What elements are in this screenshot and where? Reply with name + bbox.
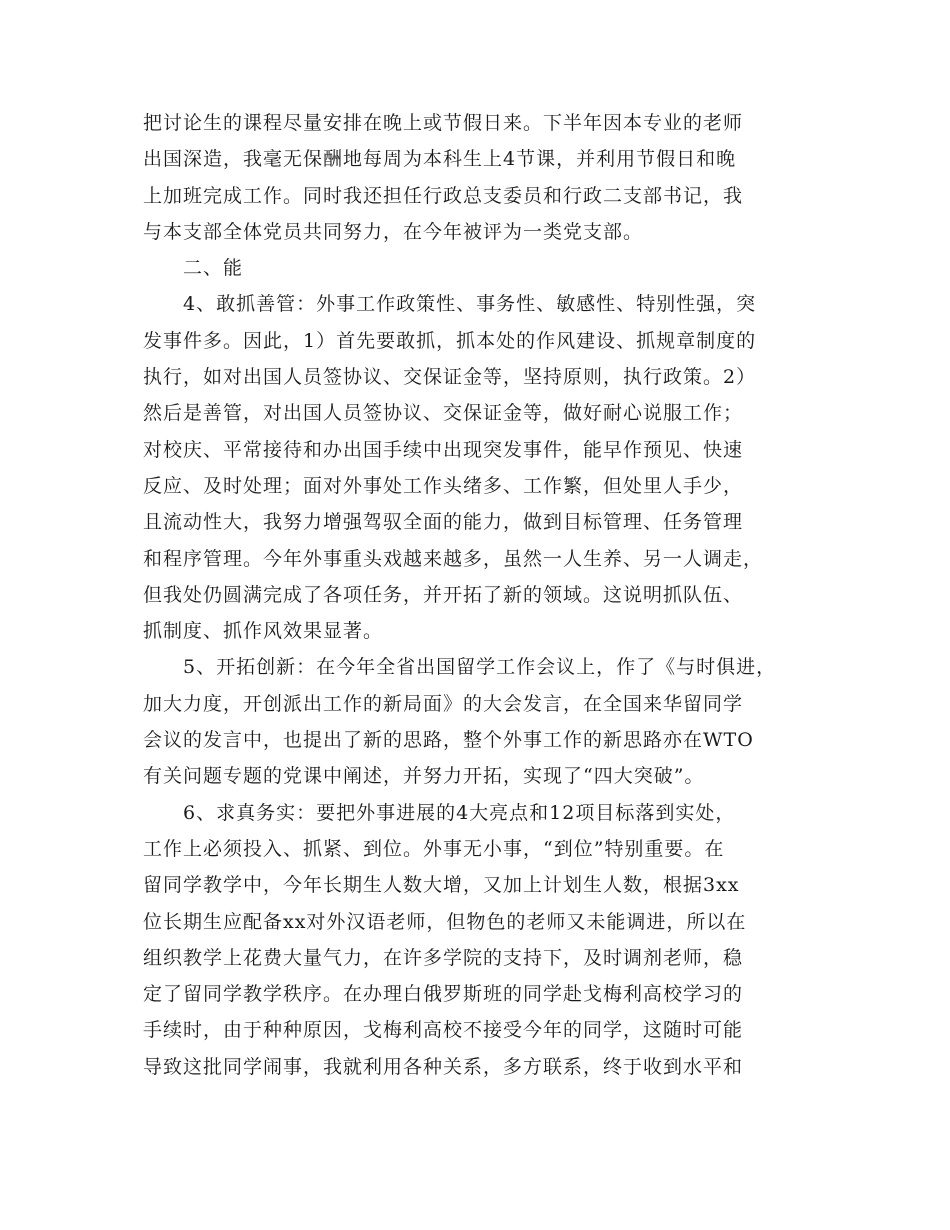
text-line: 手续时，由于种种原因，戈梅利高校不接受今年的同学，这随时可能 bbox=[143, 1019, 744, 1042]
text-line: 执行，如对出国人员签协议、交保证金等，坚持原则，执行政策。2） bbox=[143, 366, 757, 389]
document-body bbox=[143, 105, 843, 1085]
text-line: 组织教学上花费大量气力，在许多学院的支持下，及时调剂老师，稳 bbox=[143, 946, 744, 969]
text-line: 二、能 bbox=[183, 257, 244, 280]
text-line: 4、敢抓善管：外事工作政策性、事务性、敏感性、特别性强，突 bbox=[183, 293, 757, 316]
text-line: 6、求真务实：要把外事进展的4大亮点和12项目标落到实处， bbox=[183, 801, 736, 824]
text-line: 与本支部全体党员共同努力，在今年被评为一类党支部。 bbox=[143, 220, 644, 243]
text-line: 定了留同学教学秩序。在办理白俄罗斯班的同学赴戈梅利高校学习的 bbox=[143, 983, 744, 1006]
text-line: 然后是善管，对出国人员签协议、交保证金等，做好耐心说服工作； bbox=[143, 402, 744, 425]
text-line: 有关问题专题的党课中阐述，并努力开拓，实现了“四大突破”。 bbox=[143, 765, 705, 788]
text-line: 把讨论生的课程尽量安排在晚上或节假日来。下半年因本专业的老师 bbox=[143, 112, 744, 134]
text-line: 会议的发言中，也提出了新的思路，整个外事工作的新思路亦在WTO bbox=[143, 729, 754, 752]
text-line: 工作上必须投入、抓紧、到位。外事无小事，“到位”特别重要。在 bbox=[143, 837, 725, 860]
text-line: 且流动性大，我努力增强驾驭全面的能力，做到目标管理、任务管理 bbox=[143, 511, 744, 534]
text-line: 反应、及时处理；面对外事处工作头绪多、工作繁，但处里人手少， bbox=[143, 474, 744, 497]
text-line: 加大力度，开创派出工作的新局面》的大会发言，在全国来华留同学 bbox=[143, 692, 744, 715]
text-line: 对校庆、平常接待和办出国手续中出现突发事件，能早作预见、快速 bbox=[143, 438, 744, 461]
text-line: 留同学教学中，今年长期生人数大增，又加上计划生人数，根据3xx bbox=[143, 874, 740, 897]
text-line: 上加班完成工作。同时我还担任行政总支委员和行政二支部书记，我 bbox=[143, 184, 744, 207]
text-line: 和程序管理。今年外事重头戏越来越多，虽然一人生养、另一人调走， bbox=[143, 547, 764, 570]
text-line: 导致这批同学闹事，我就利用各种关系，多方联系，终于收到水平和 bbox=[143, 1055, 744, 1078]
text-line: 但我处仍圆满完成了各项任务，并开拓了新的领域。这说明抓队伍、 bbox=[143, 583, 744, 606]
text-line: 出国深造，我毫无保酬地每周为本科生上4节课，并利用节假日和晚 bbox=[143, 148, 737, 171]
text-line: 位长期生应配备xx对外汉语老师，但物色的老师又未能调进，所以在 bbox=[143, 910, 747, 933]
text-line: 抓制度、抓作风效果显著。 bbox=[143, 620, 384, 643]
text-line: 5、开拓创新：在今年全省出国留学工作会议上，作了《与时俱进， bbox=[183, 656, 777, 679]
text-line: 发事件多。因此，1）首先要敢抓，抓本处的作风建设、抓规章制度的 bbox=[143, 329, 757, 352]
